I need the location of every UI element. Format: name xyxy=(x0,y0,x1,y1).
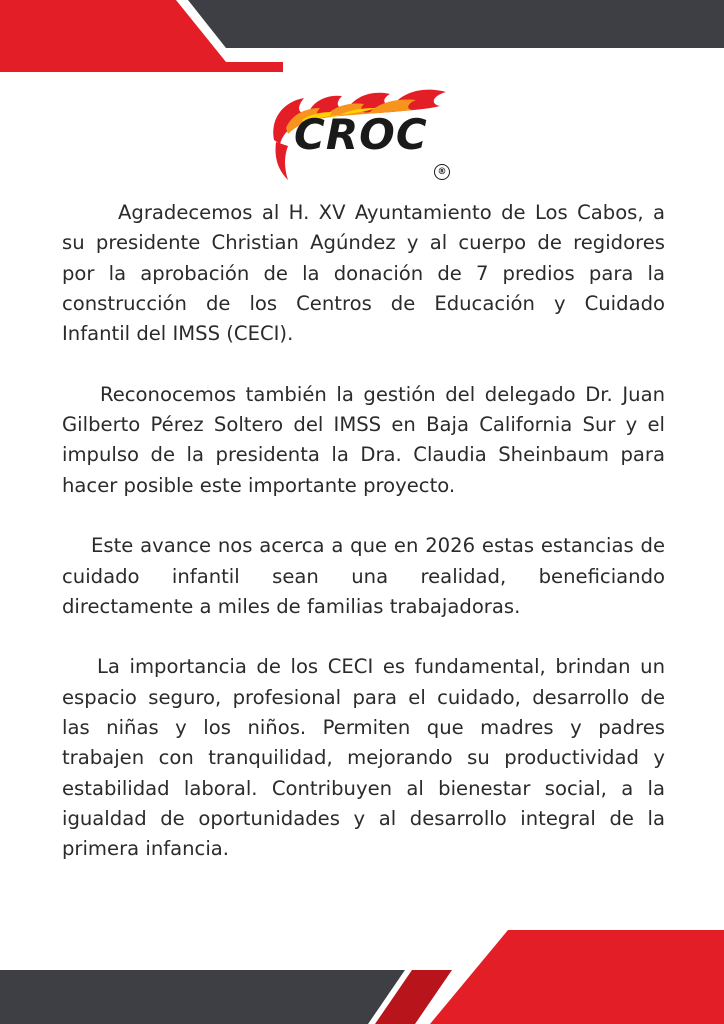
bottom-red-band xyxy=(430,930,724,1024)
text-line: primera infancia. xyxy=(62,837,230,861)
text-line: igualdad de oportunidades y al desarrollo integral de la xyxy=(62,806,665,830)
top-corner-decoration xyxy=(0,0,724,80)
text-line: por la aprobación de la donación de 7 predios para la xyxy=(62,261,665,285)
bottom-charcoal-band xyxy=(0,970,405,1024)
text-line: Agradecemos al H. XV Ayuntamiento de Los Cabos, a xyxy=(118,201,665,224)
registered-mark: ® xyxy=(434,164,450,180)
text-line: Infantil del IMSS (CECI). xyxy=(62,322,294,346)
text-line: espacio seguro, profesional para el cuidado, desarrollo de xyxy=(62,685,665,709)
letter-body xyxy=(62,198,665,895)
text-line: construcción de los Centros de Educación y Cuidado xyxy=(62,291,665,315)
text-line: su presidente Christian Agúndez y al cuerpo de regidores xyxy=(62,231,665,255)
top-charcoal-band xyxy=(188,0,724,48)
text-line: las niñas y los niños. Permiten que madres y padres xyxy=(62,716,665,740)
text-line: impulso de la presidenta la Dra. Claudia Sheinbaum para xyxy=(62,443,665,467)
text-line: trabajen con tranquilidad, mejorando su productividad y xyxy=(62,746,665,770)
paragraph-thanks xyxy=(62,198,665,349)
text-line: cuidado infantil sean una realidad, beneficiando xyxy=(62,564,665,588)
text-line: hacer posible este importante proyecto. xyxy=(62,473,456,497)
text-line: La importancia de los CECI es fundamental, brindan un xyxy=(97,655,665,679)
logo-wordmark: CROC xyxy=(294,110,428,159)
text-line: Reconocemos también la gestión del delegado Dr. Juan xyxy=(100,382,665,406)
paragraph-progress xyxy=(62,531,665,622)
croc-logo xyxy=(268,84,458,186)
text-line: estabilidad laboral. Contribuyen al bienestar social, a la xyxy=(62,776,665,800)
bottom-corner-decoration xyxy=(0,924,724,1024)
text-line: directamente a miles de familias trabajadoras. xyxy=(62,594,521,618)
paragraph-importance xyxy=(62,652,665,864)
paragraph-recognition xyxy=(62,380,665,501)
text-line: Gilberto Pérez Soltero del IMSS en Baja California Sur y el xyxy=(62,413,665,437)
text-line: Este avance nos acerca a que en 2026 estas estancias de xyxy=(91,534,665,558)
